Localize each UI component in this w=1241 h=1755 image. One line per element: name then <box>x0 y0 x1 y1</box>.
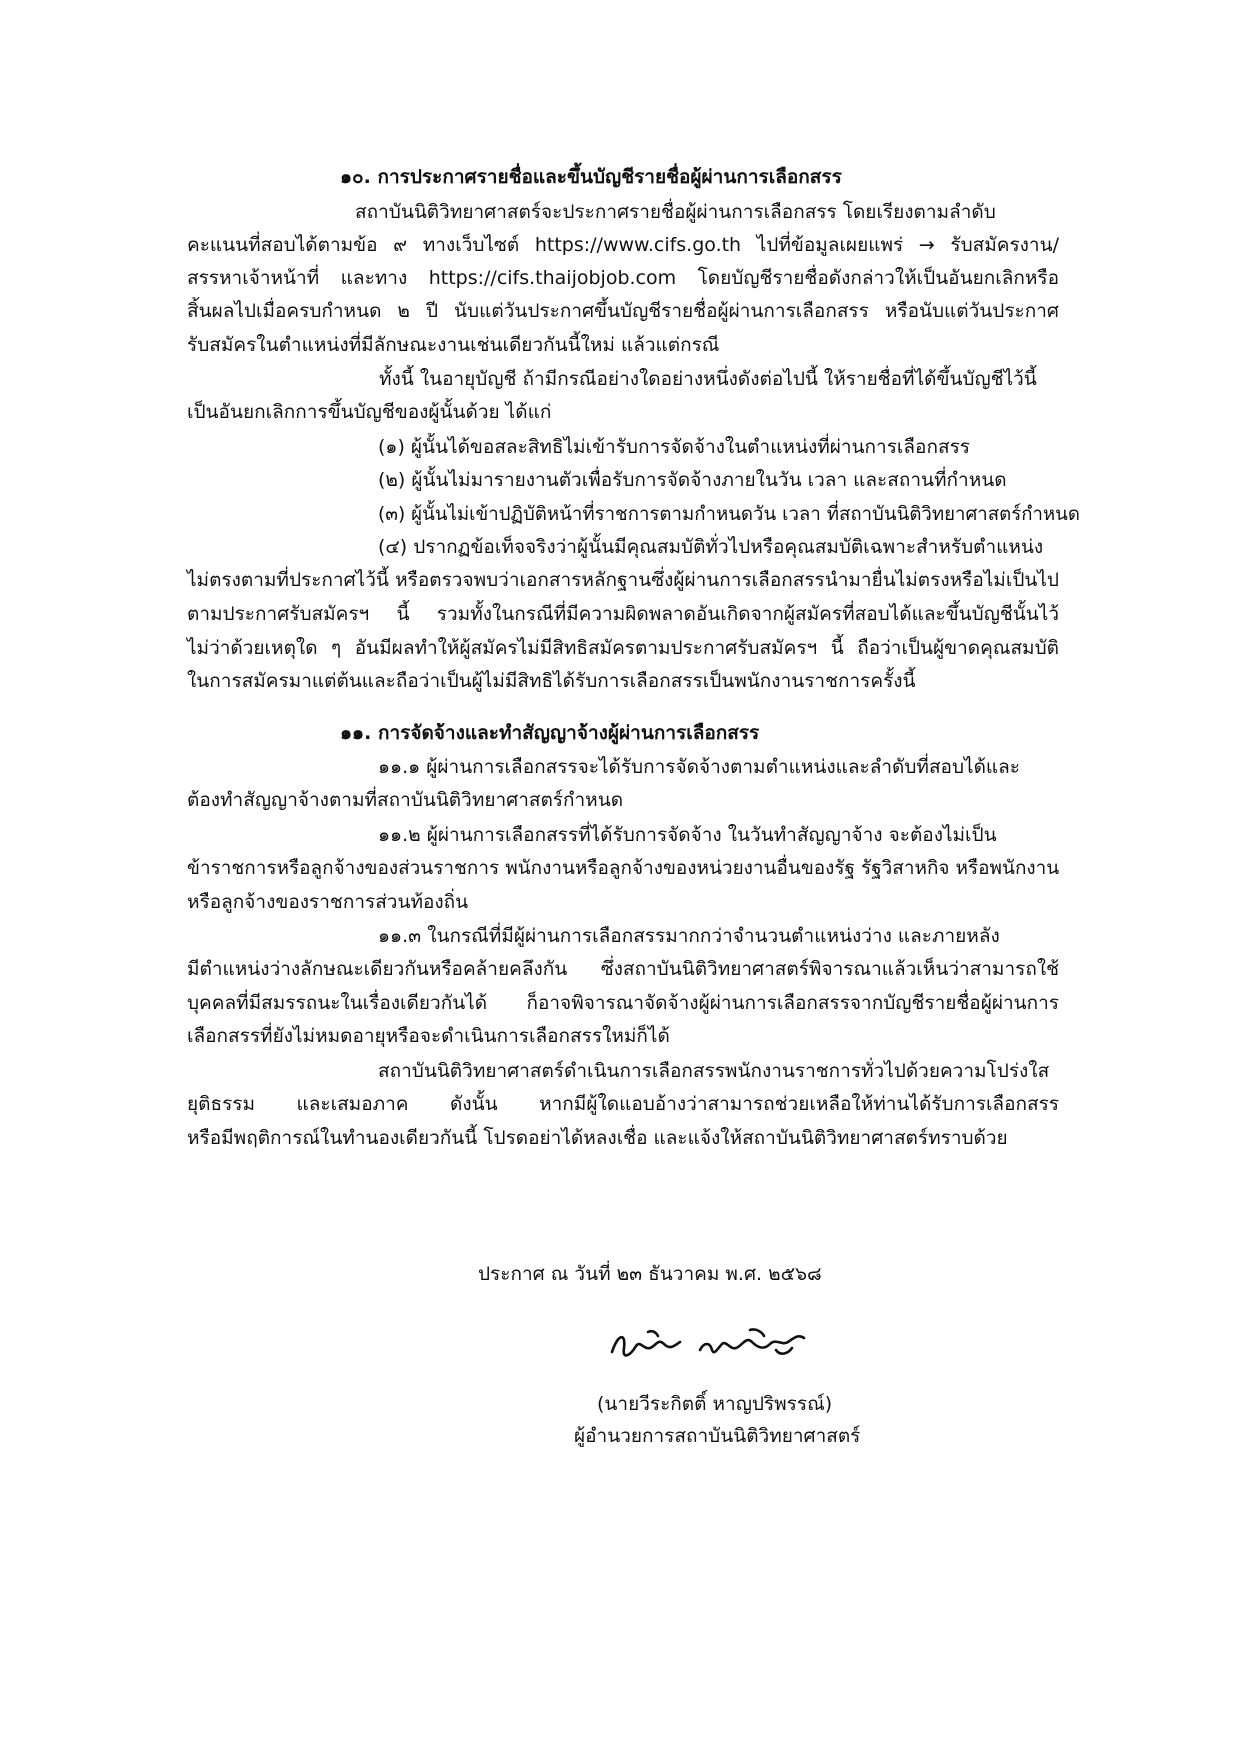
section-11-heading: ๑๑. การจัดจ้างและทำสัญญาจ้างผู้ผ่านการเลือกสรร <box>340 722 760 744</box>
section-11-p1-line2: ต้องทำสัญญาจ้างตามที่สถาบันนิติวิทยาศาสตร์กำหนด <box>187 789 624 811</box>
section-10-p2-line2: เป็นอันยกเลิกการขึ้นบัญชีของผู้นั้นด้วย ได้แก่ <box>187 401 552 423</box>
section-11-p4-line2: ยุติธรรม และเสมอภาค ดังนั้น หากมีผู้ใดแอบอ้างว่าสามารถช่วยเหลือให้ท่านได้รับการเลือกสรร <box>187 1093 1059 1115</box>
signatory-name: (นายวีระกิตติ์ หาญปริพรรณ์) <box>597 1393 833 1415</box>
section-11-p2-line3: หรือลูกจ้างของราชการส่วนท้องถิ่น <box>187 891 469 913</box>
section-11-p1-line1: ๑๑.๑ ผู้ผ่านการเลือกสรรจะได้รับการจัดจ้างตามตำแหน่งและลำดับที่สอบได้และ <box>378 756 1021 778</box>
section-11-p2-line2: ข้าราชการหรือลูกจ้างของส่วนราชการ พนักงานหรือลูกจ้างของหน่วยงานอื่นของรัฐ รัฐวิสาหกิจ หรือพนักงาน <box>187 857 1060 879</box>
section-10-item-3: (๓) ผู้นั้นไม่เข้าปฏิบัติหน้าที่ราชการตามกำหนดวัน เวลา ที่สถาบันนิติวิทยาศาสตร์กำหนด <box>378 503 1080 525</box>
section-10-p1-line4: สิ้นผลไปเมื่อครบกำหนด ๒ ปี นับแต่วันประกาศขึ้นบัญชีรายชื่อผู้ผ่านการเลือกสรร หรือนับแต่วันประกาศ <box>187 300 1059 322</box>
section-11-p4-line1: สถาบันนิติวิทยาศาสตร์ดำเนินการเลือกสรรพนักงานราชการทั่วไปด้วยความโปร่งใส <box>378 1060 1050 1082</box>
section-10-item-4-line4: ไม่ว่าด้วยเหตุใด ๆ อันมีผลทำให้ผู้สมัครไม่มีสิทธิสมัครตามประกาศรับสมัครฯ นี้ ถือว่าเป็นผู้ขาดคุณสมบัติ <box>187 637 1059 659</box>
section-10-heading: ๑๐. การประกาศรายชื่อและขึ้นบัญชีรายชื่อผู้ผ่านการเลือกสรร <box>340 166 842 188</box>
section-11-p3-line4: เลือกสรรที่ยังไม่หมดอายุหรือจะดำเนินการเลือกสรรใหม่ก็ได้ <box>187 1025 670 1047</box>
section-11-p3-line2: มีตำแหน่งว่างลักษณะเดียวกันหรือคล้ายคลึงกัน ซึ่งสถาบันนิติวิทยาศาสตร์พิจารณาแล้วเห็นว่าสามารถใช้ <box>187 958 1059 980</box>
section-10-p1-line5: รับสมัครในตำแหน่งที่มีลักษณะงานเช่นเดียวกันนี้ใหม่ แล้วแต่กรณี <box>187 334 720 356</box>
section-10-p1-line3: สรรหาเจ้าหน้าที่ และทาง https://cifs.thaijobjob.com โดยบัญชีรายชื่อดังกล่าวให้เป็นอันยกเลิกหรือ <box>187 267 1059 289</box>
section-10-item-4-line5: ในการสมัครมาแต่ต้นและถือว่าเป็นผู้ไม่มีสิทธิได้รับการเลือกสรรเป็นพนักงานราชการครั้งนี้ <box>187 670 916 692</box>
section-11-p3-line3: บุคคลที่มีสมรรถนะในเรื่องเดียวกันได้ ก็อาจพิจารณาจัดจ้างผู้ผ่านการเลือกสรรจากบัญชีรายชื่อผู้ผ่านการ <box>187 992 1059 1014</box>
section-10-item-2: (๒) ผู้นั้นไม่มารายงานตัวเพื่อรับการจัดจ้างภายในวัน เวลา และสถานที่กำหนด <box>378 469 1007 491</box>
section-11-p3-line1: ๑๑.๓ ในกรณีที่มีผู้ผ่านการเลือกสรรมากกว่าจำนวนตำแหน่งว่าง และภายหลัง <box>378 925 1000 947</box>
section-10-item-4-line1: (๔) ปรากฏข้อเท็จจริงว่าผู้นั้นมีคุณสมบัติทั่วไปหรือคุณสมบัติเฉพาะสำหรับตำแหน่ง <box>378 536 1044 558</box>
signatory-title: ผู้อำนวยการสถาบันนิติวิทยาศาสตร์ <box>574 1425 861 1447</box>
section-10-p1-line2: คะแนนที่สอบได้ตามข้อ ๙ ทางเว็บไซต์ https://www.cifs.go.th ไปที่ข้อมูลเผยแพร่ → รับสมัครงาน/ <box>187 234 1059 256</box>
section-11-p2-line1: ๑๑.๒ ผู้ผ่านการเลือกสรรที่ได้รับการจัดจ้าง ในวันทำสัญญาจ้าง จะต้องไม่เป็น <box>378 824 997 846</box>
section-10-item-4-line3: ตามประกาศรับสมัครฯ นี้ รวมทั้งในกรณีที่มีความผิดพลาดอันเกิดจากผู้สมัครที่สอบได้และขึ้นบัญชีนั้นไว้ <box>187 603 1059 625</box>
section-10-item-4-line2: ไม่ตรงตามที่ประกาศไว้นี้ หรือตรวจพบว่าเอกสารหลักฐานซึ่งผู้ผ่านการเลือกสรรนำมายื่นไม่ตรงหรือไม่เป็นไป <box>187 569 1059 591</box>
section-10-item-1: (๑) ผู้นั้นได้ขอสละสิทธิไม่เข้ารับการจัดจ้างในตำแหน่งที่ผ่านการเลือกสรร <box>378 436 970 458</box>
announcement-date: ประกาศ ณ วันที่ ๒๓ ธันวาคม พ.ศ. ๒๕๖๘ <box>478 1263 822 1285</box>
handwritten-signature <box>600 1320 840 1370</box>
section-10-p1-line1: สถาบันนิติวิทยาศาสตร์จะประกาศรายชื่อผู้ผ่านการเลือกสรร โดยเรียงตามลำดับ <box>355 201 996 223</box>
section-11-p4-line3: หรือมีพฤติการณ์ในทำนองเดียวกันนี้ โปรดอย่าได้หลงเชื่อ และแจ้งให้สถาบันนิติวิทยาศาสตร์ทราบด้วย <box>187 1127 1008 1149</box>
section-10-p2-line1: ทั้งนี้ ในอายุบัญชี ถ้ามีกรณีอย่างใดอย่างหนึ่งดังต่อไปนี้ ให้รายชื่อที่ได้ขึ้นบัญชีไว้นี้ <box>379 368 1037 390</box>
